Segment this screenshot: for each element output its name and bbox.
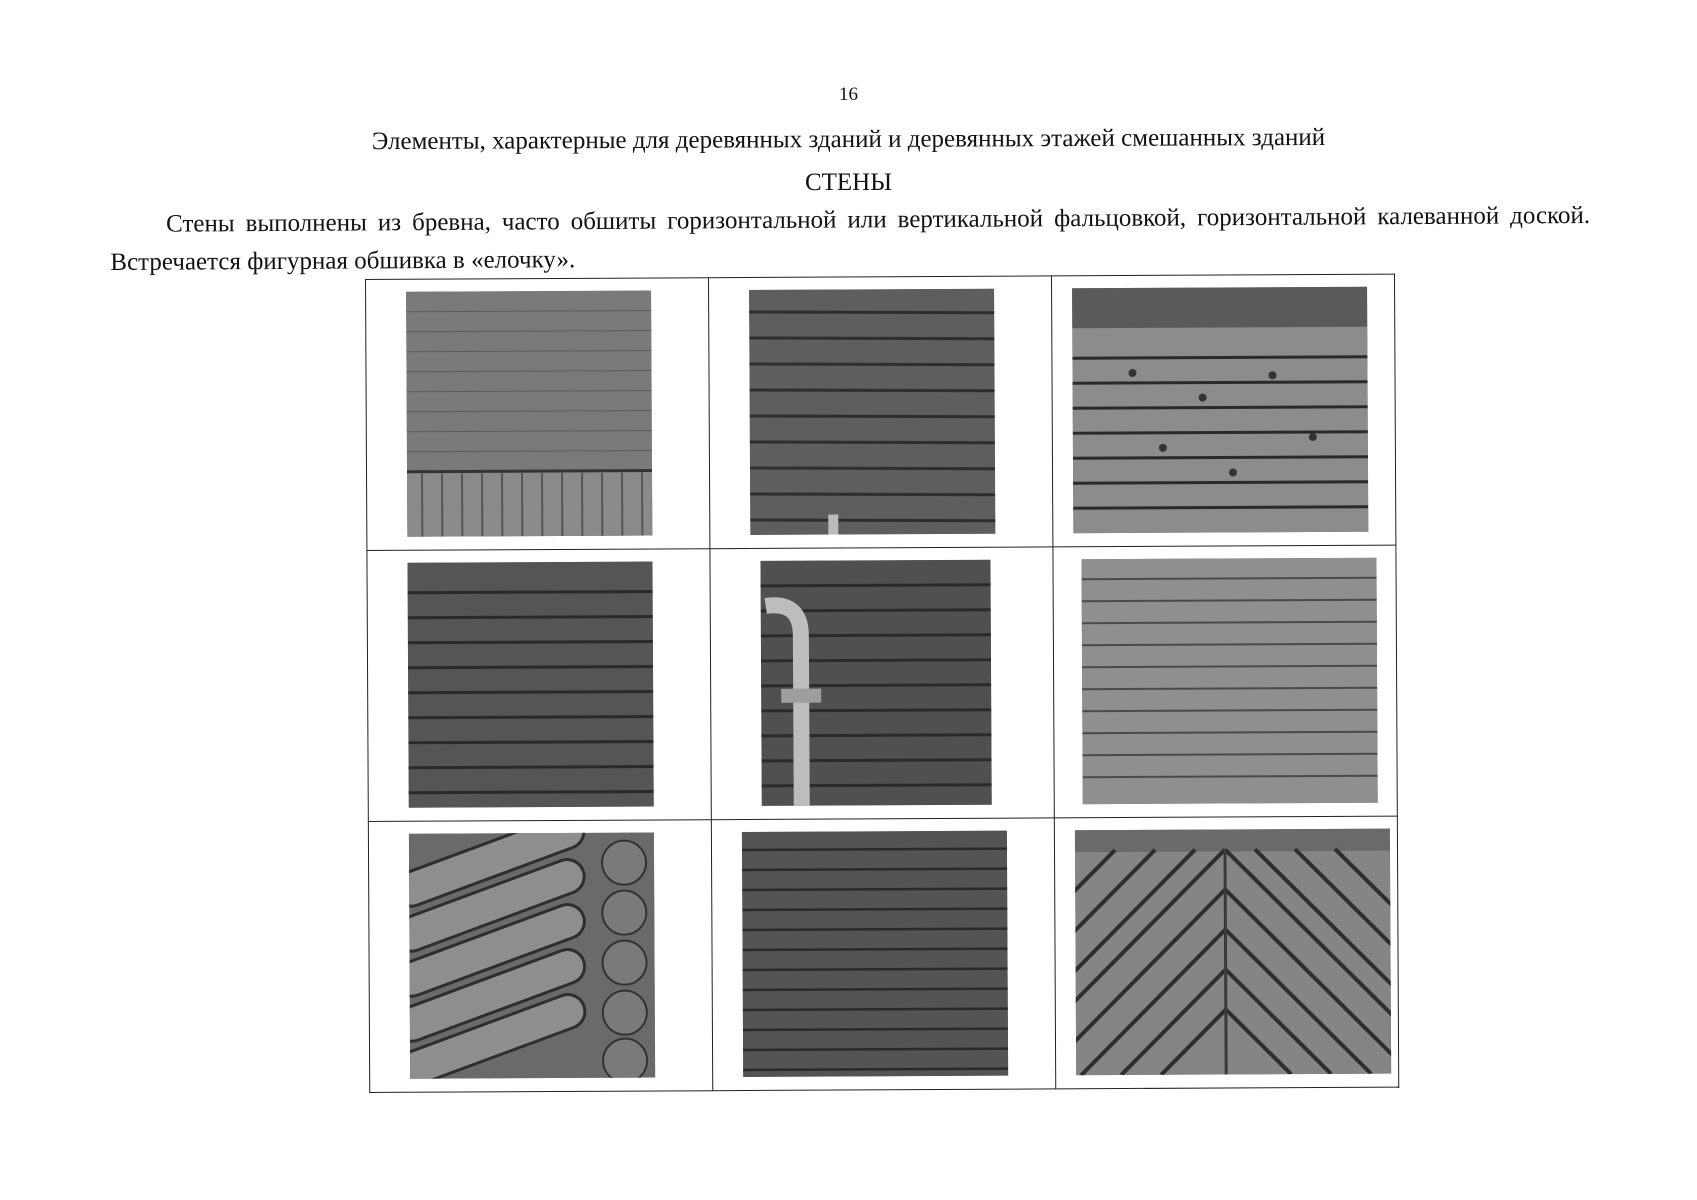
photo-cell [366,278,710,551]
photo-cell [1054,816,1398,1089]
page-number: 16 [839,84,858,105]
description-paragraph: Стены выполнены из бревна, часто обшиты горизонтальной или вертикальной фальцовкой, горизонтальной калеванной доской. Встречается фигурная обшивка в «елочку». [110,201,1591,276]
photo-cell [710,547,1054,820]
photo-horizontal-boards-with-pipe [760,560,991,806]
photo-grid [365,274,1399,1093]
photo-cell [368,820,712,1093]
photo-horizontal-boards-weathered [1072,287,1368,534]
photo-herringbone-cladding [1075,829,1391,1076]
photo-cell [711,818,1055,1091]
photo-cell [708,276,1052,549]
photo-horizontal-siding-with-vertical-board-base [406,291,652,537]
section-subheading: СТЕНЫ [804,169,893,196]
photo-cell [367,549,711,822]
photo-horizontal-boards-dark [749,289,995,535]
photo-cell [1051,274,1395,547]
photo-horizontal-boards-light [1081,558,1377,805]
photo-log-wall-corner [409,832,655,1078]
photo-cell [1053,545,1397,818]
photo-horizontal-boards-worn [407,561,653,807]
section-heading: Элементы, характерные для деревянных зданий и деревянных этажей смешанных зданий [371,123,1326,156]
photo-horizontal-boards-dense [742,831,1008,1077]
